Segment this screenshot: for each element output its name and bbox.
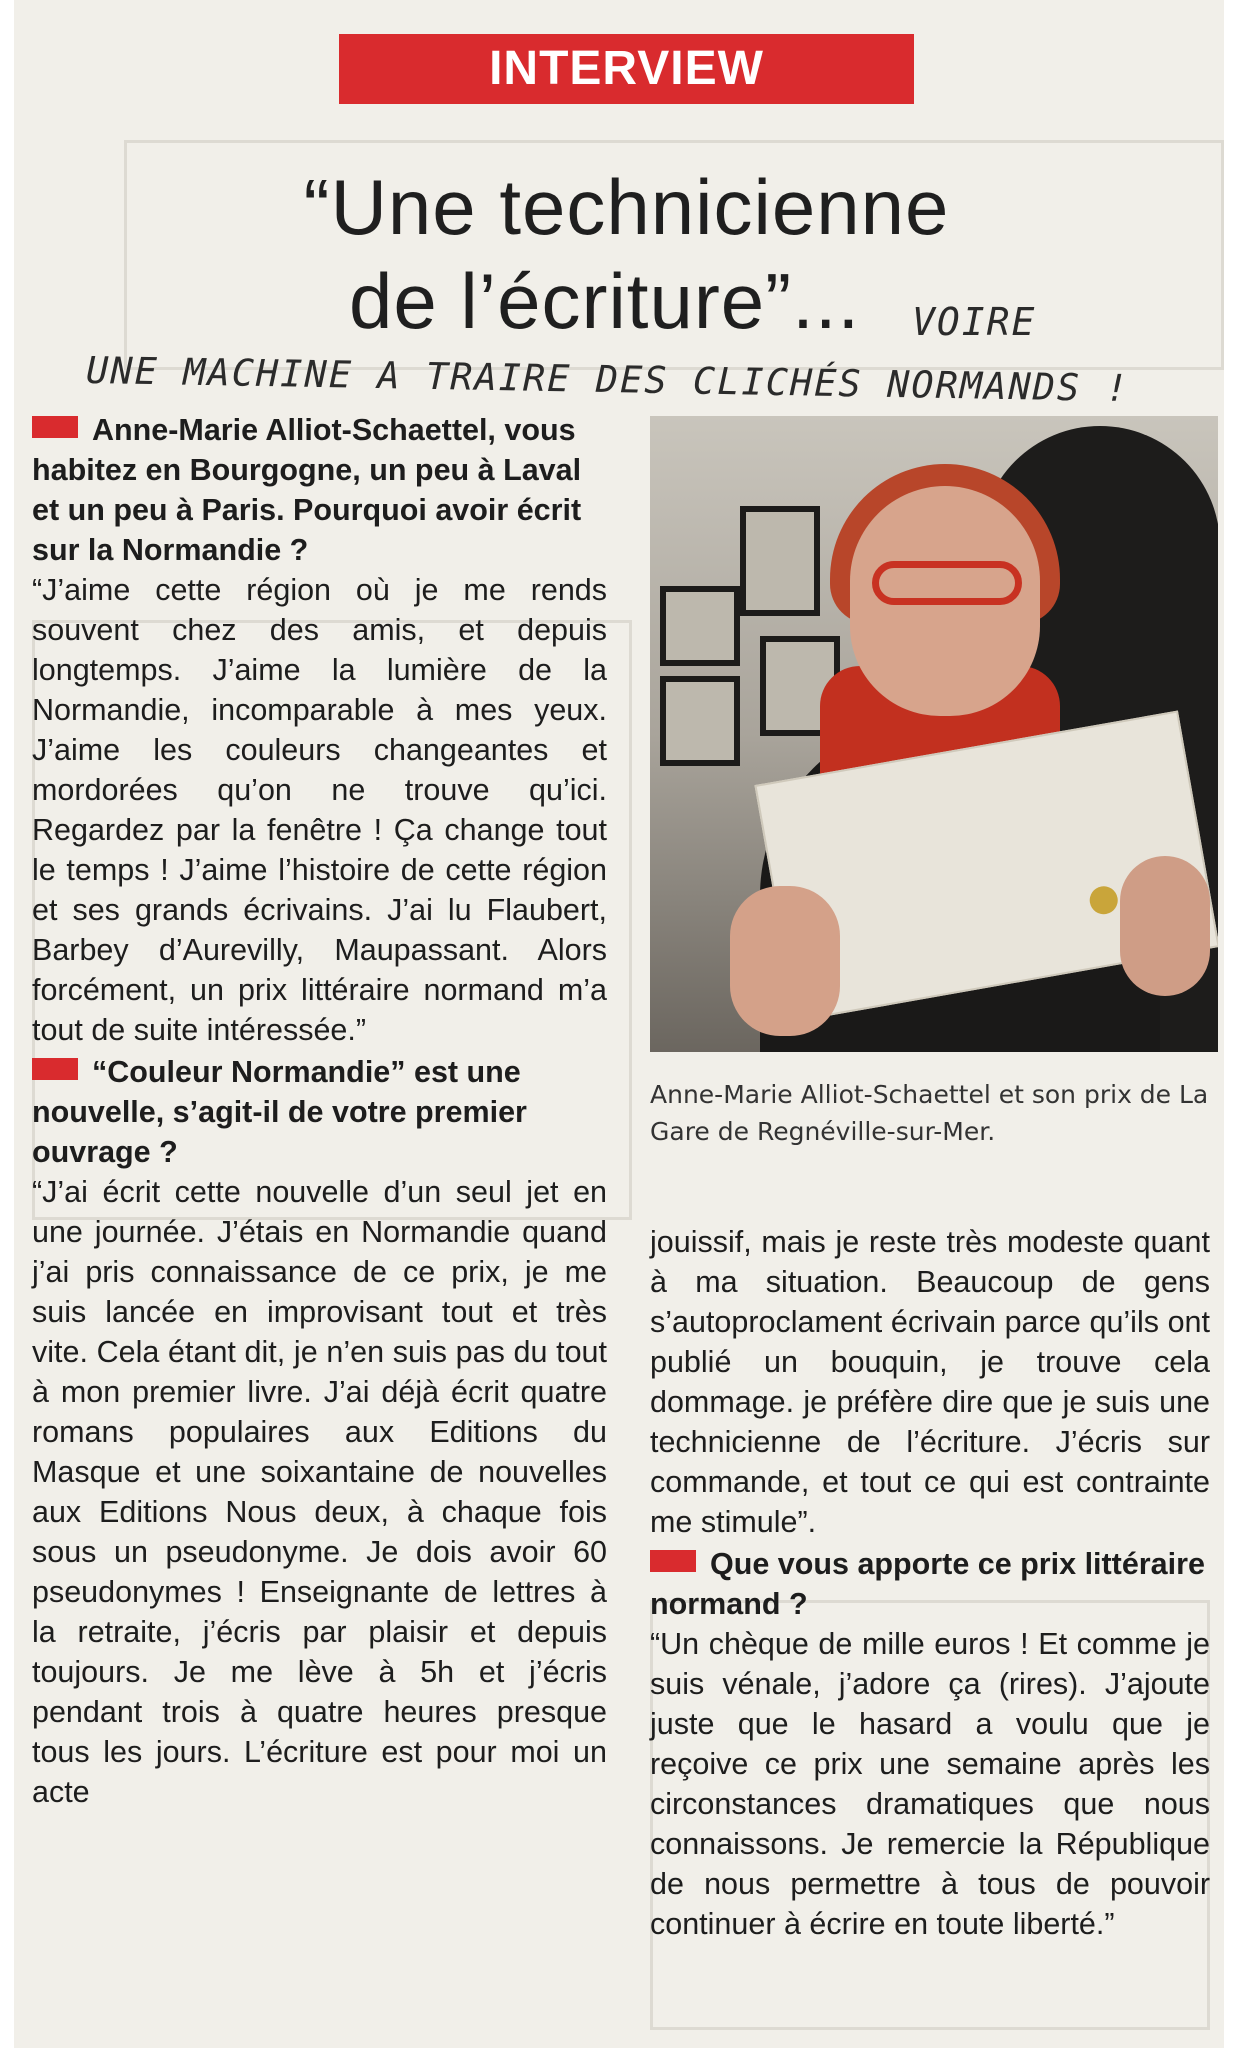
newspaper-clipping <box>14 0 1224 2048</box>
question-2: “Couleur Normandie” est une nouvelle, s’agit-il de votre premier ouvrage ? <box>32 1055 527 1169</box>
answer-2-continued: jouissif, mais je reste très modeste quant à ma situation. Beaucoup de gens s’autoproclament écrivain parce qu’ils ont publié un bouquin, je trouve cela dommage. je préfère dire que je suis une technicienne de l’écriture. J’écris sur commande, et tout ce qui est contrainte me stimule”. <box>650 1225 1210 1539</box>
headline-line-1: “Une technicienne <box>303 163 950 251</box>
right-column <box>650 1222 1210 1944</box>
photo-caption: Anne-Marie Alliot-Schaettel et son prix de La Gare de Regnéville-sur-Mer. <box>650 1080 1209 1146</box>
handwritten-note-1: VOIRE <box>912 300 1037 344</box>
question-3: Que vous apporte ce prix littéraire normand ? <box>650 1547 1205 1621</box>
question-marker <box>32 416 78 438</box>
answer-1: “J’aime cette région où je me rends souvent chez des amis, et depuis longtemps. J’aime la lumière de la Normandie, incomparable à mes yeux. J’aime les couleurs changeantes et mordorées qu’on ne trouve qu’ici. Regardez par la fenêtre ! Ça change tout le temps ! J’aime l’histoire de cette région et ses grands écrivains. J’ai lu Flaubert, Barbey d’Aurevilly, Maupassant. Alors forcément, un prix littéraire normand m’a tout de suite intéressée.” <box>32 573 607 1047</box>
portrait-photo <box>650 416 1218 1052</box>
headline-line-2: de l’écriture”... <box>349 257 861 345</box>
question-marker <box>32 1058 78 1080</box>
answer-3: “Un chèque de mille euros ! Et comme je suis vénale, j’adore ça (rires). J’ajoute juste que le hasard a voulu que je reçoive ce prix une semaine après les circonstances dramatiques que nous connaissons. Je remercie la République de nous permettre à tous de pouvoir continuer à écrire en toute liberté.” <box>650 1627 1210 1941</box>
question-1: Anne-Marie Alliot-Schaettel, vous habitez en Bourgogne, un peu à Laval et un peu à Paris. Pourquoi avoir écrit sur la Normandie ? <box>32 413 582 567</box>
left-column <box>32 410 607 1812</box>
answer-2: “J’ai écrit cette nouvelle d’un seul jet en une journée. J’étais en Normandie quand j’ai pris connaissance de ce prix, je me suis lancée en improvisant tout et très vite. Cela étant dit, je n’en suis pas du tout à mon premier livre. J’ai déjà écrit quatre romans populaires aux Editions du Masque et une soixantaine de nouvelles aux Editions Nous deux, à chaque fois sous un pseudonyme. Je dois avoir 60 pseudonymes ! Enseignante de lettres à la retraite, j’écris par plaisir et depuis toujours. Je me lève à 5h et j’écris pendant trois à quatre heures presque tous les jours. L’écriture est pour moi un acte <box>32 1175 607 1809</box>
question-marker <box>650 1550 696 1572</box>
section-banner: INTERVIEW <box>339 34 914 104</box>
handwritten-note-2: UNE MACHINE A TRAIRE DES CLICHÉS NORMANDS ! <box>85 348 1131 411</box>
